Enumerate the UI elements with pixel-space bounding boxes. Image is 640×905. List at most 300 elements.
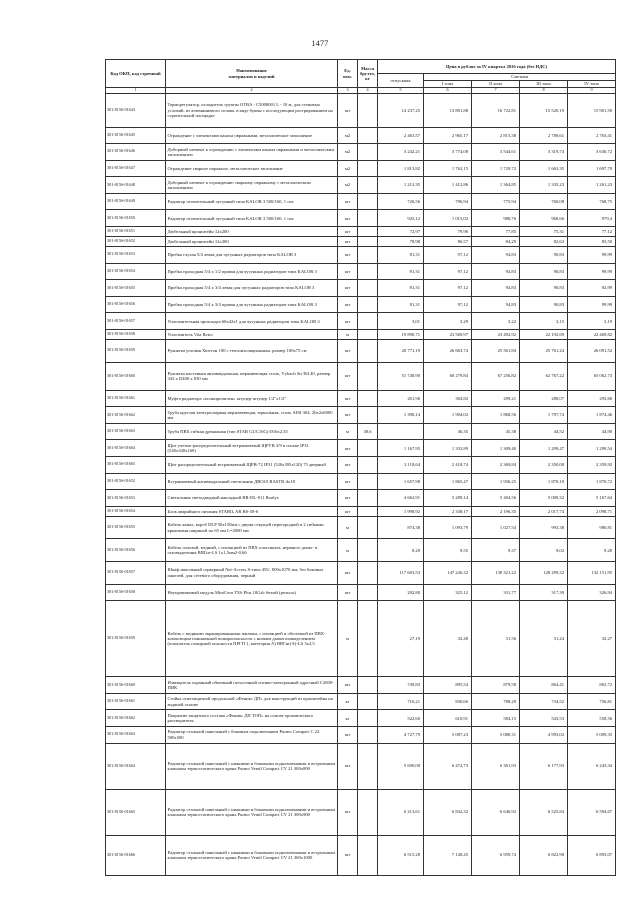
header-name-line1: Наименование [236,68,267,74]
cell-unit: шт [338,296,358,313]
cell-price-zone-3: 25 761,24 [520,340,568,363]
cell-code: 301-8156-01657 [106,313,166,330]
table-row [106,601,616,677]
cell-name: Ограждение сварное овражное, металлическое заполнение [166,160,338,177]
cell-mass [358,601,378,677]
cell-mass [358,94,378,128]
cell-price-release: 292,80 [378,584,424,601]
cell-code: 301-8156-01650 [106,210,166,227]
cell-mass [358,473,378,490]
table-row [106,506,616,516]
cell-price-zone-3: 82,63 [520,237,568,247]
cell-price-release: 1 213,35 [378,177,424,194]
col-number: 6 [424,88,472,94]
table-row [106,144,616,161]
cell-price-zone-4: 5 167,64 [568,490,616,507]
cell-name: Стойка огнезащитной продольной «Феникс ДП» для конструкций из кронштейна на водяной основе [166,693,338,710]
cell-code: 301-8156-01663 [106,423,166,440]
cell-price-release: 8,20 [378,539,424,562]
cell-price-zone-4: 9,20 [568,539,616,562]
header-code: Код ОКП, код строчный [106,60,166,88]
cell-price-release: 3,01 [378,313,424,330]
cell-price-zone-4: 979,4 [568,210,616,227]
table-row [106,693,616,710]
cell-price-zone-3: 6 525,84 [520,789,568,835]
cell-code: 301-8156-01659 [106,601,166,677]
cell-price-zone-1: 304,82 [424,390,472,407]
cell-mass [358,677,378,694]
cell-price-zone-1: 97,12 [424,280,472,297]
cell-name: Ограждение с элементами канала овражными, металлическое заполнение [166,127,338,144]
cell-price-zone-2: 584,15 [472,710,520,727]
table-row [106,160,616,177]
cell-price-zone-1: 60 279,84 [424,362,472,390]
cell-unit: шт [338,94,358,128]
cell-price-zone-1: 610,91 [424,710,472,727]
cell-name: Дюбельный кронштейн 12х200 [166,227,338,237]
col-number: 4 [358,88,378,94]
cell-price-zone-1: 7 148,45 [424,835,472,875]
cell-code: 301-8156-01660 [106,362,166,390]
cell-unit: шт [338,237,358,247]
cell-price-zone-4: 756,81 [568,693,616,710]
cell-unit: шт [338,193,358,210]
cell-price-zone-3: 44,52 [520,423,568,440]
cell-price-release [378,423,424,440]
cell-code: 301-8156-01665 [106,789,166,835]
table-row [106,280,616,297]
cell-name: Труба круглая электросварная нержавеющая, зеркальная, сталь AISI 304, 20х2х6000 мм [166,407,338,424]
cell-price-zone-3: 1 663,35 [520,160,568,177]
table-row [106,677,616,694]
cell-mass [358,693,378,710]
cell-price-zone-1: 97,12 [424,263,472,280]
cell-price-zone-1: 1 865,47 [424,473,472,490]
cell-price-zone-4: 65 062,73 [568,362,616,390]
cell-mass [358,263,378,280]
cell-name: Муфта радиатора «полипропилен» штуцер-штуцер 1/2"х1/2" [166,390,338,407]
cell-price-zone-4: 3 636,72 [568,144,616,161]
table-row [106,313,616,330]
cell-price-zone-2: 5 404,56 [472,490,520,507]
cell-mass [358,193,378,210]
cell-price-zone-1: 2 338,17 [424,506,472,516]
cell-price-zone-4: 5 009,35 [568,726,616,743]
col-number: 5 [378,88,424,94]
table-row [106,296,616,313]
cell-mass [358,506,378,516]
cell-price-zone-1: 79,96 [424,227,472,237]
cell-mass [358,561,378,584]
table-header [106,60,616,94]
cell-price-zone-4: 2 098,71 [568,506,616,516]
cell-name: Встраиваемый антивандальный светильник ДВО10 RASTR-4х18 [166,473,338,490]
cell-price-release: 749,83 [378,677,424,694]
cell-price-zone-3: 543,53 [520,710,568,727]
cell-price-zone-1: 2 418,74 [424,457,472,474]
cell-price-zone-2: 6 361,93 [472,743,520,789]
cell-price-zone-1: 32,48 [424,601,472,677]
cell-name: Покрытие защитного состава «Феникс ДП ТОП» на основе органического растворителя [166,710,338,727]
table-row [106,330,616,340]
cell-price-release: 78,98 [378,237,424,247]
cell-price-zone-3: 15 520,19 [520,94,568,128]
cell-mass [358,330,378,340]
header-zone-3: III зона [520,81,568,88]
cell-price-zone-1: 46,35 [424,423,472,440]
table-row [106,94,616,128]
cell-name: Кабель канал, короб DLP 50х150мм с двумя секущей перегородкой и 2 гибкими крышками шириной по 65 мм L=2000 мм [166,516,338,539]
cell-price-zone-2: 94,83 [472,247,520,264]
cell-code: 301-8156-01654 [106,263,166,280]
table-row [106,237,616,247]
cell-code: 301-8156-01665 [106,457,166,474]
cell-price-release: 117 603,53 [378,561,424,584]
table-row [106,263,616,280]
cell-price-release: 4 727,79 [378,726,424,743]
cell-price-zone-2: 1 364,85 [472,177,520,194]
cell-mass [358,835,378,875]
table-row [106,210,616,227]
table-row [106,584,616,601]
cell-mass [358,340,378,363]
col-number: 1 [106,88,166,94]
cell-price-zone-3: 31,24 [520,601,568,677]
col-number: 3 [338,88,358,94]
cell-price-zone-3: 2 788,61 [520,127,568,144]
cell-unit: м [338,601,358,677]
cell-price-zone-3: 993,38 [520,516,568,539]
cell-unit: кг [338,693,358,710]
cell-price-release: 5 690,00 [378,743,424,789]
cell-unit: шт [338,247,358,264]
header-mass: Масса брутто, кг [358,60,378,88]
cell-mass [358,789,378,835]
cell-price-release: 81,31 [378,247,424,264]
cell-price-zone-2: 138 321,22 [472,561,520,584]
cell-price-zone-2: 84,29 [472,237,520,247]
cell-price-zone-4: 863,72 [568,677,616,694]
cell-name: Пробка проходная 5/4 х 3/4 правая для чугунных радиаторов типа KALOR 3 [166,296,338,313]
cell-unit: шт [338,473,358,490]
cell-price-release: 27,19 [378,601,424,677]
cell-code: 301-8156-01664 [106,440,166,457]
cell-price-zone-4: 1 261,23 [568,177,616,194]
cell-code: 301-8156-01648 [106,177,166,194]
table-row [106,835,616,875]
cell-price-zone-4: 22 469,82 [568,330,616,340]
cell-price-zone-2: 23 492,92 [472,330,520,340]
cell-name: Радиатор отопительный чугунный типа KALOR 3 500/160, 1 сек [166,193,338,210]
cell-mass [358,210,378,227]
cell-name: Уплотнитель Vita Retro [166,330,338,340]
cell-code: 301-8156-01655 [106,516,166,539]
cell-price-zone-4: 1 697,70 [568,160,616,177]
cell-unit: шт [338,726,358,743]
cell-price-release: 72,97 [378,227,424,237]
cell-price-zone-3: 9,02 [520,539,568,562]
cell-price-zone-2: 25 561,84 [472,340,520,363]
table-row [106,127,616,144]
table-row [106,561,616,584]
cell-code: 301-8156-01666 [106,835,166,875]
cell-price-zone-2: 3 544,61 [472,144,520,161]
table-row [106,457,616,474]
cell-price-zone-4: 15 901,50 [568,94,616,128]
cell-code: 301-8156-01657 [106,561,166,584]
cell-mass [358,296,378,313]
table-row [106,177,616,194]
cell-unit: шт [338,313,358,330]
cell-price-release: 925,12 [378,210,424,227]
cell-price-zone-2: 1 936,25 [472,473,520,490]
table-row [106,362,616,390]
cell-mass [358,247,378,264]
cell-unit: м2 [338,177,358,194]
cell-code: 301-8156-01652 [106,237,166,247]
cell-price-zone-4: 293,68 [568,390,616,407]
cell-price-zone-3: 90,83 [520,280,568,297]
cell-price-zone-4: 83,50 [568,237,616,247]
cell-price-zone-4: 26 091,52 [568,340,616,363]
cell-price-zone-3: 90,83 [520,247,568,264]
cell-name: Радиатор стальной панельный с нижними и боковыми подключениями и встроенным клапаном термостатического крана Purmo Ventil Compact CV 21 300х800 [166,743,338,789]
cell-price-zone-2: 77,85 [472,227,520,237]
cell-mass [358,516,378,539]
cell-mass [358,440,378,457]
cell-price-zone-3: 5 009,32 [520,490,568,507]
cell-mass [358,490,378,507]
cell-unit: м [338,330,358,340]
cell-unit: шт [338,835,358,875]
cell-price-zone-4: 1 874,46 [568,407,616,424]
cell-code: 301-8156-01661 [106,390,166,407]
cell-price-zone-4: 92,99 [568,280,616,297]
cell-price-release: 726,56 [378,193,424,210]
cell-price-zone-1: 13 801,88 [424,94,472,128]
cell-price-zone-1: 97,12 [424,296,472,313]
cell-price-release: 1 398,14 [378,407,424,424]
cell-name: Дюбельный кронштейн 12х300 [166,237,338,247]
cell-name: Кабель с медными экранированными жилами, с изоляцией и оболочкой из ПВХ-композиции пониженной пожароопасности с низким дымогазовыделением (показатель пожарной опасности ПРГП 1, категория А) ВВГнг(А)-LS 3х2,5 [166,601,338,677]
cell-price-zone-1: 6 472,73 [424,743,472,789]
table-row [106,227,616,237]
header-zone-4: IV зона [568,81,616,88]
cell-name: Радиатор стальной панельный с боковым подключением Purmo Compact C 22 500х500 [166,726,338,743]
cell-price-zone-3: 3 319,74 [520,144,568,161]
cell-unit: шт [338,490,358,507]
header-unit: Ед. изм. [338,60,358,88]
cell-price-zone-3: 90,83 [520,263,568,280]
cell-name: Пробка глухая 5/4 левая для чугунных радиаторов типа KALOR 3 [166,247,338,264]
cell-price-zone-4: 99,99 [568,263,616,280]
table-row [106,516,616,539]
table-row [106,539,616,562]
cell-mass [358,726,378,743]
cell-name: Извещатель охранный объемный потолочный оптико-электронный адресный С2000-ПИК [166,677,338,694]
cell-price-zone-2: 1 868,56 [472,407,520,424]
cell-unit: м [338,516,358,539]
cell-unit: м [338,423,358,440]
cell-price-release: 874,38 [378,516,424,539]
cell-price-release: 81,31 [378,280,424,297]
cell-price-zone-3: 75,31 [520,227,568,237]
cell-price-zone-4: 558,56 [568,710,616,727]
cell-code: 301-8156-01653 [106,490,166,507]
table-row [106,710,616,727]
cell-price-zone-3: 1 299,47 [520,440,568,457]
table-row [106,423,616,440]
cell-price-zone-1: 23 569,97 [424,330,472,340]
cell-price-zone-1: 830,66 [424,693,472,710]
cell-code: 301-8156-01664 [106,743,166,789]
cell-code: 301-8156-01656 [106,296,166,313]
cell-code: 301-8156-01658 [106,584,166,601]
cell-code: 301-8156-01658 [106,330,166,340]
cell-unit: шт [338,210,358,227]
cell-price-zone-2: 1 027,54 [472,516,520,539]
cell-price-zone-1: 895,54 [424,677,472,694]
cell-unit: шт [338,440,358,457]
cell-mass [358,407,378,424]
cell-price-zone-2: 6 646,92 [472,789,520,835]
table-row [106,440,616,457]
table-row [106,490,616,507]
cell-price-zone-1: 9,55 [424,539,472,562]
cell-price-zone-2: 31,56 [472,601,520,677]
cell-price-zone-2: 2 196,35 [472,506,520,516]
cell-code: 301-8156-01655 [106,280,166,297]
cell-mass [358,177,378,194]
cell-price-zone-2: 1 729,72 [472,160,520,177]
cell-name: Доборный элемент к ограждению сварному овражному с металлическим заполнением [166,177,338,194]
cell-price-zone-2: 775,94 [472,193,520,210]
cell-name: Пробка проходная 5/4 х 3/4 левая для чугунных радиаторов типа KALOR 3 [166,280,338,297]
cell-code: 301-8156-01643 [106,94,166,128]
cell-price-zone-3: 1 797,74 [520,407,568,424]
col-number: 9 [568,88,616,94]
cell-price-zone-3: 2 017,74 [520,506,568,516]
cell-price-zone-4: 132 151,95 [568,561,616,584]
cell-unit: шт [338,227,358,237]
cell-unit: шт [338,457,358,474]
cell-price-zone-1: 5 289,14 [424,490,472,507]
cell-price-zone-1: 1 762,15 [424,160,472,177]
cell-price-zone-3: 90,83 [520,296,568,313]
table-row [106,193,616,210]
cell-price-zone-3: 22 192,69 [520,330,568,340]
cell-price-zone-3: 128 299,32 [520,561,568,584]
cell-mass [358,390,378,407]
cell-price-zone-2: 16 722,81 [472,94,520,128]
cell-price-release: 4 662,91 [378,490,424,507]
page-number: 1477 [311,39,329,48]
cell-code: 301-8156-01661 [106,693,166,710]
cell-unit: шт [338,584,358,601]
cell-name: Щит распределительный встраиваемый ЩРВ-72 IP31 (520х395х120) 75 дверный [166,457,338,474]
cell-price-zone-4: 980,81 [568,516,616,539]
cell-price-zone-2: 788,29 [472,693,520,710]
cell-unit: шт [338,362,358,390]
table-row [106,390,616,407]
cell-code: 301-8156-01653 [106,247,166,264]
price-table [105,59,616,876]
cell-price-release: 1 813,82 [378,160,424,177]
cell-price-zone-1: 97,12 [424,247,472,264]
cell-price-zone-4: 44,90 [568,423,616,440]
cell-price-zone-4: 326,94 [568,584,616,601]
cell-mass [358,710,378,727]
cell-unit: шт [338,280,358,297]
cell-price-zone-4: 2 763,41 [568,127,616,144]
cell-price-zone-3: 864,41 [520,677,568,694]
cell-price-zone-2: 299,21 [472,390,520,407]
cell-price-zone-2: 1 309,40 [472,440,520,457]
cell-price-zone-1: 796,94 [424,193,472,210]
cell-price-zone-4: 6 594,67 [568,789,616,835]
cell-code: 301-8156-01645 [106,127,166,144]
cell-name: Щит учетно-распределительный встраиваемый ЩРУВ 3/9 в сиське IP31 (540х340х160) [166,440,338,457]
cell-price-release: 19 890,71 [378,330,424,340]
cell-price-zone-4: 1 870,72 [568,473,616,490]
cell-price-release: 81,31 [378,263,424,280]
table-row [106,726,616,743]
header-name-line2: материалов и изделий [228,73,275,79]
cell-price-release: 2 463,57 [378,127,424,144]
cell-unit: м [338,539,358,562]
cell-name: Рукоятка настенная антивандальная, нержавеющая сталь, Yybach Str H4 40, размер 343 х D400 х 830 мм [166,362,338,390]
cell-price-zone-2: 2 369,84 [472,457,520,474]
cell-unit: шт [338,506,358,516]
cell-price-zone-1: 147 226,32 [424,561,472,584]
cell-price-release: 3 242,21 [378,144,424,161]
cell-unit: м2 [338,127,358,144]
cell-price-zone-3: 6 822,90 [520,835,568,875]
cell-price-zone-1: 6 832,32 [424,789,472,835]
cell-mass [358,227,378,237]
table-row [106,789,616,835]
cell-price-zone-3: 1 335,23 [520,177,568,194]
cell-price-zone-3: 288,07 [520,390,568,407]
header-release: отпускная [378,74,424,88]
cell-code: 301-8156-01652 [106,473,166,490]
cell-name: Терморегулятор, охладитель группы OTBA - C5008001 L - 10 м, для стеновых условий, из алюминиевого сплава, в виде буквы с последующим растрированием на строительной площадке [166,94,338,128]
header-zone-2: II зона [472,81,520,88]
cell-unit: м2 [338,160,358,177]
cell-code: 301-8156-01651 [106,227,166,237]
cell-name: Уплотнительная прокладка 60х42х1 для чугунных радиаторов типа KALOR 3 [166,313,338,330]
cell-price-zone-4: 99,99 [568,247,616,264]
header-zone-1: I зона [424,81,472,88]
cell-mass [358,313,378,330]
cell-price-zone-3: 968,66 [520,210,568,227]
cell-mass [358,539,378,562]
cell-unit: шт [338,789,358,835]
cell-price-zone-1: 86,57 [424,237,472,247]
cell-price-zone-4: 768,75 [568,193,616,210]
cell-price-zone-1: 3,29 [424,313,472,330]
cell-price-release: 716,21 [378,693,424,710]
cell-price-zone-3: 1 870,10 [520,473,568,490]
cell-price-zone-1: 26 663,74 [424,340,472,363]
cell-price-zone-2: 5 080,31 [472,726,520,743]
cell-price-release: 51 748,90 [378,362,424,390]
cell-price-zone-2: 879,58 [472,677,520,694]
cell-price-zone-2: 331,77 [472,584,520,601]
cell-name: Радиатор стальной панельный с нижними и боковыми подключениями и встроенным клапаном термостатического крана Purmo Ventil Compact CV 21 300х1000 [166,835,338,875]
header-price-group: Цена в рублях за IV квартал 2016 года (без НДС) [378,60,616,74]
cell-name: Блок аварийного питания STABIL AR BS-58-6 [166,506,338,516]
